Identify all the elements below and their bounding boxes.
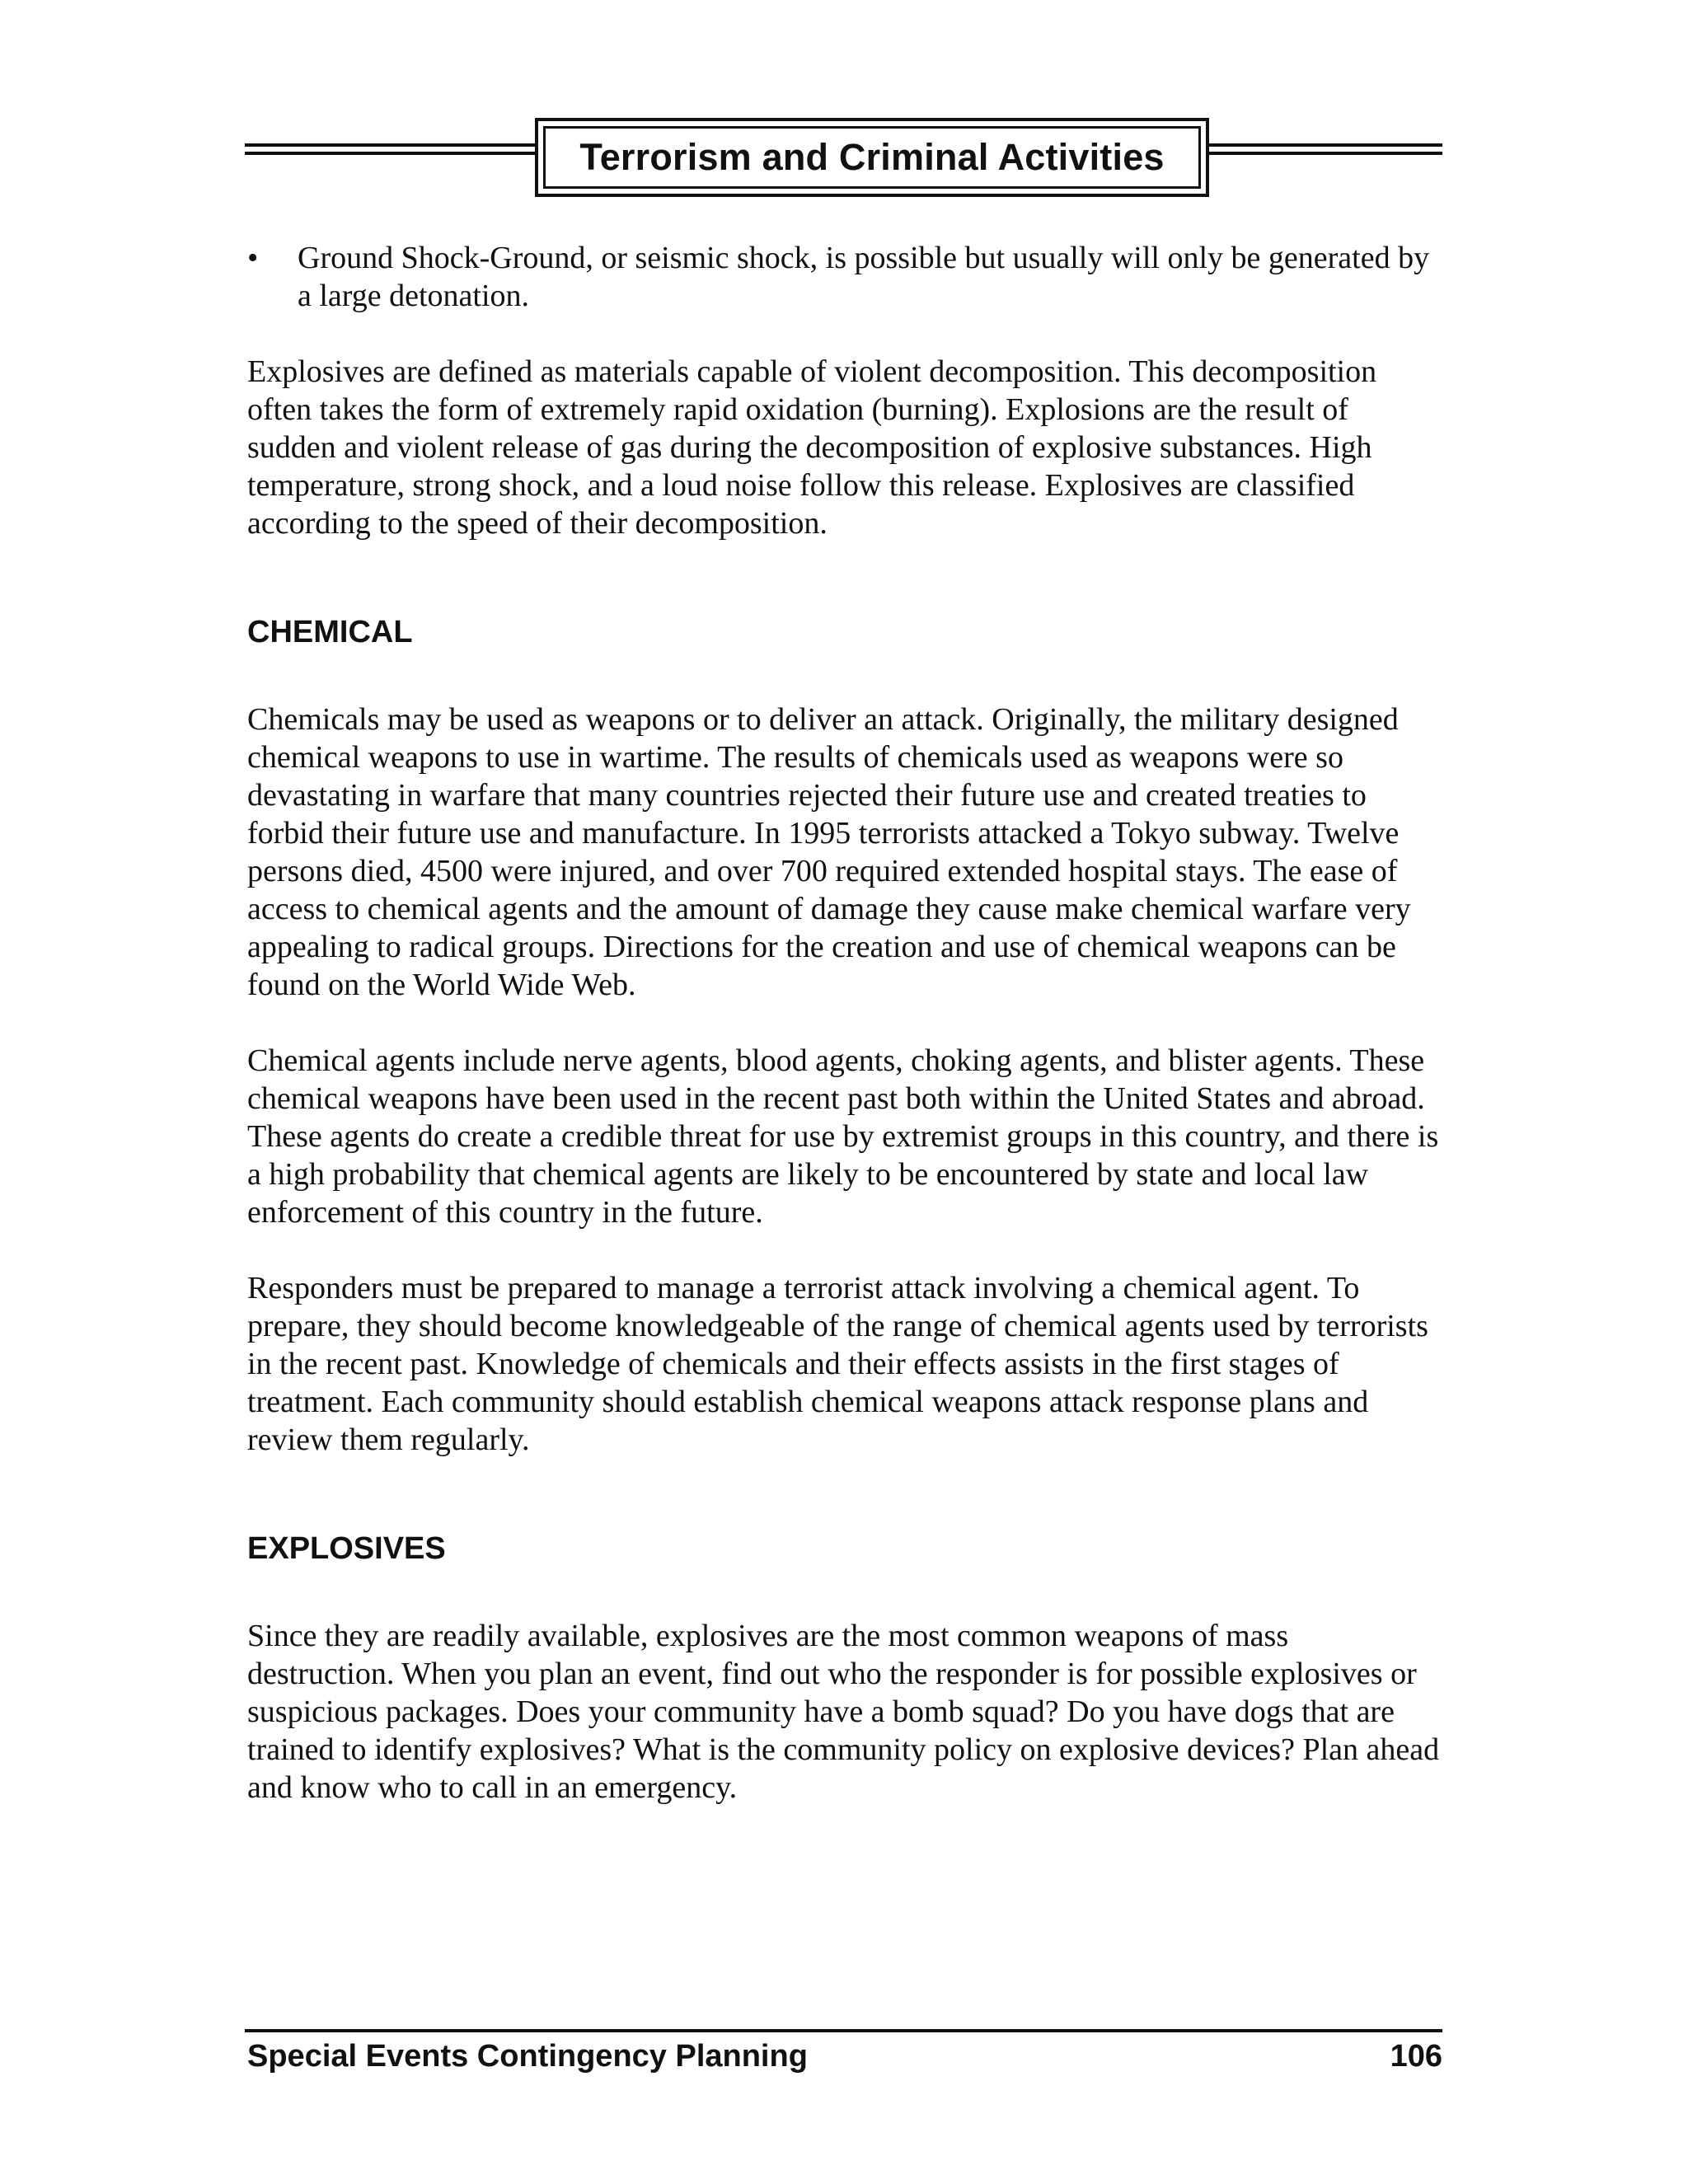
bullet-icon: • [247,241,259,275]
section-heading-chemical: CHEMICAL [247,615,413,649]
chemical-paragraph-3: Responders must be prepared to manage a terrorist attack involving a chemical agent. To prepare, they should become knowledgeable of the range of chemical agents used by terrorists in the recent past. Knowledge of chemicals and their effects assists in the first stages of treatment. Each community should establish chemical weapons attack response plans and review them regularly. [247,1271,1428,1457]
explosives-paragraph-1: Since they are readily available, explosives are the most common weapons of mass destruction. When you plan an event, find out who the responder is for possible explosives or suspicious packages. Does your community have a bomb squad? Do you have dogs that are trained to identify explosives? What is the community policy on explosive devices? Plan ahead and know who to call in an emergency. [247,1619,1440,1805]
footer-page-number: 106 [1390,2039,1442,2074]
bullet-list-item [247,239,1442,315]
header-rule-right [1209,143,1442,155]
section-heading-explosives: EXPLOSIVES [247,1531,446,1566]
intro-paragraph: Explosives are defined as materials capable of violent decomposition. This decomposition often takes the form of extremely rapid oxidation (burning). Explosions are the result of sudden and violent release of gas during the decomposition of explosive substances. High temperature, strong shock, and a loud noise follow this release. Explosives are classified according to the speed of their decomposition. [247,354,1377,541]
footer-document-title: Special Events Contingency Planning [247,2039,808,2074]
header-title-box-inner [543,126,1201,189]
chemical-paragraph-2: Chemical agents include nerve agents, blood agents, choking agents, and blister agents. These chemical weapons have been used in the recent past both within the United States and abroad. These agents do create a credible threat for use by extremist groups in this country, and there is a high probability that chemical agents are likely to be encountered by state and local law enforcement of this country in the future. [247,1043,1439,1230]
page-header-title: Terrorism and Criminal Activities [579,136,1165,178]
header-title-box [535,118,1209,197]
header-rule-left [245,143,535,155]
spacer [247,1497,1442,1530]
bullet-text: Ground Shock-Ground, or seismic shock, is possible but usually will only be generated by a large detonation. [298,241,1430,313]
chemical-paragraph-1: Chemicals may be used as weapons or to deliver an attack. Originally, the military designed chemical weapons to use in wartime. The results of chemicals used as weapons were so devastating in warfare that many countries rejected their future use and created treaties to forbid their future use and manufacture. In 1995 terrorists attacked a Tokyo subway. Twelve persons died, 4500 were injured, and over 700 required extended hospital stays. The ease of access to chemical agents and the amount of damage they cause make chemical warfare very appealing to radical groups. Directions for the creation and use of chemical weapons can be found on the World Wide Web. [247,702,1411,1002]
main-content [247,239,1442,1844]
footer-rule [245,2029,1442,2032]
spacer [247,580,1442,613]
